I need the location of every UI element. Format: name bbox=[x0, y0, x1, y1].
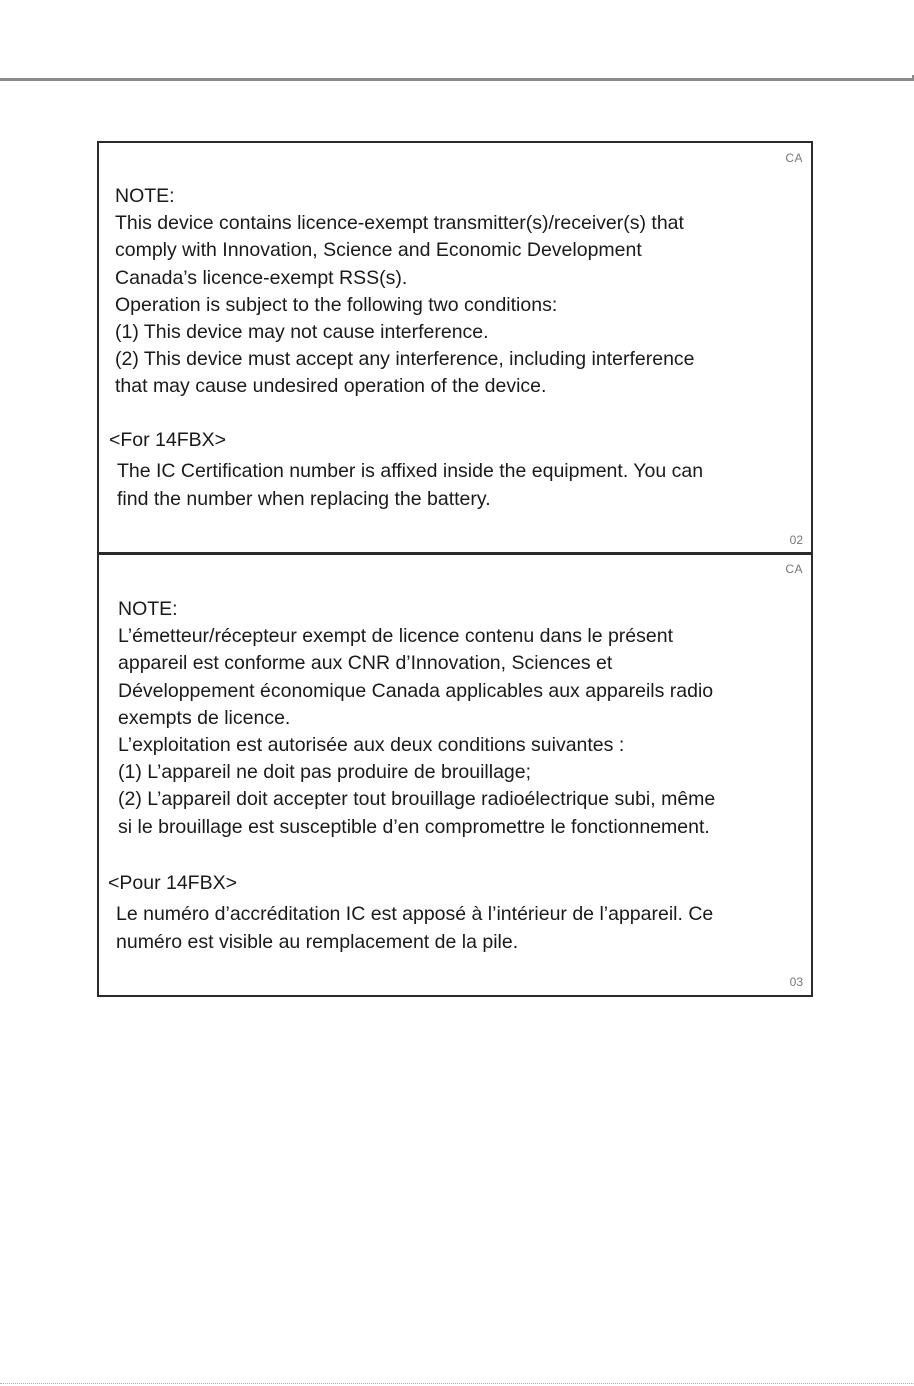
note-line: Operation is subject to the following two conditions: bbox=[115, 293, 558, 316]
note-line: exempts de licence. bbox=[118, 706, 291, 729]
model-heading: <Pour 14FBX> bbox=[108, 872, 237, 894]
note-line: (1) This device may not cause interference. bbox=[115, 321, 489, 344]
region-tag: CA bbox=[785, 562, 803, 576]
header-divider bbox=[0, 78, 912, 81]
certification-text bbox=[116, 901, 713, 956]
bottom-trim-line bbox=[0, 1383, 914, 1385]
region-tag: CA bbox=[785, 151, 803, 165]
note-line: This device contains licence-exempt transmitter(s)/receiver(s) that bbox=[115, 212, 684, 235]
english-ic-notice bbox=[97, 141, 813, 555]
note-text bbox=[115, 183, 695, 401]
note-text bbox=[118, 596, 715, 841]
note-line: NOTE: bbox=[118, 598, 178, 620]
note-line: (1) L’appareil ne doit pas produire de brouillage; bbox=[118, 761, 532, 784]
note-line: appareil est conforme aux CNR d’Innovation, Sciences et bbox=[118, 652, 613, 675]
note-line: NOTE: bbox=[115, 185, 175, 207]
cert-line: find the number when replacing the battery. bbox=[117, 487, 491, 510]
note-line: si le brouillage est susceptible d’en compromettre le fonctionnement. bbox=[118, 815, 710, 838]
note-line: Canada’s licence-exempt RSS(s). bbox=[115, 266, 408, 289]
note-line: comply with Innovation, Science and Economic Development bbox=[115, 239, 642, 262]
header-divider-end bbox=[906, 75, 914, 81]
note-line: Développement économique Canada applicables aux appareils radio bbox=[118, 679, 714, 702]
note-line: (2) This device must accept any interference, including interference bbox=[115, 348, 695, 371]
cert-line: The IC Certification number is affixed inside the equipment. You can bbox=[117, 460, 704, 482]
note-line: that may cause undesired operation of the device. bbox=[115, 375, 547, 398]
cert-line: Le numéro d’accréditation IC est apposé à l’intérieur de l’appareil. Ce bbox=[116, 903, 714, 925]
page-code: 02 bbox=[789, 533, 803, 547]
note-line: (2) L’appareil doit accepter tout brouillage radioélectrique subi, même bbox=[118, 788, 716, 811]
cert-line: numéro est visible au remplacement de la pile. bbox=[116, 930, 519, 953]
model-heading: <For 14FBX> bbox=[109, 429, 227, 451]
french-ic-notice bbox=[97, 552, 813, 997]
certification-text bbox=[117, 458, 703, 513]
page-code: 03 bbox=[789, 975, 803, 989]
note-line: L’émetteur/récepteur exempt de licence contenu dans le présent bbox=[118, 625, 674, 648]
note-line: L’exploitation est autorisée aux deux conditions suivantes : bbox=[118, 734, 625, 757]
